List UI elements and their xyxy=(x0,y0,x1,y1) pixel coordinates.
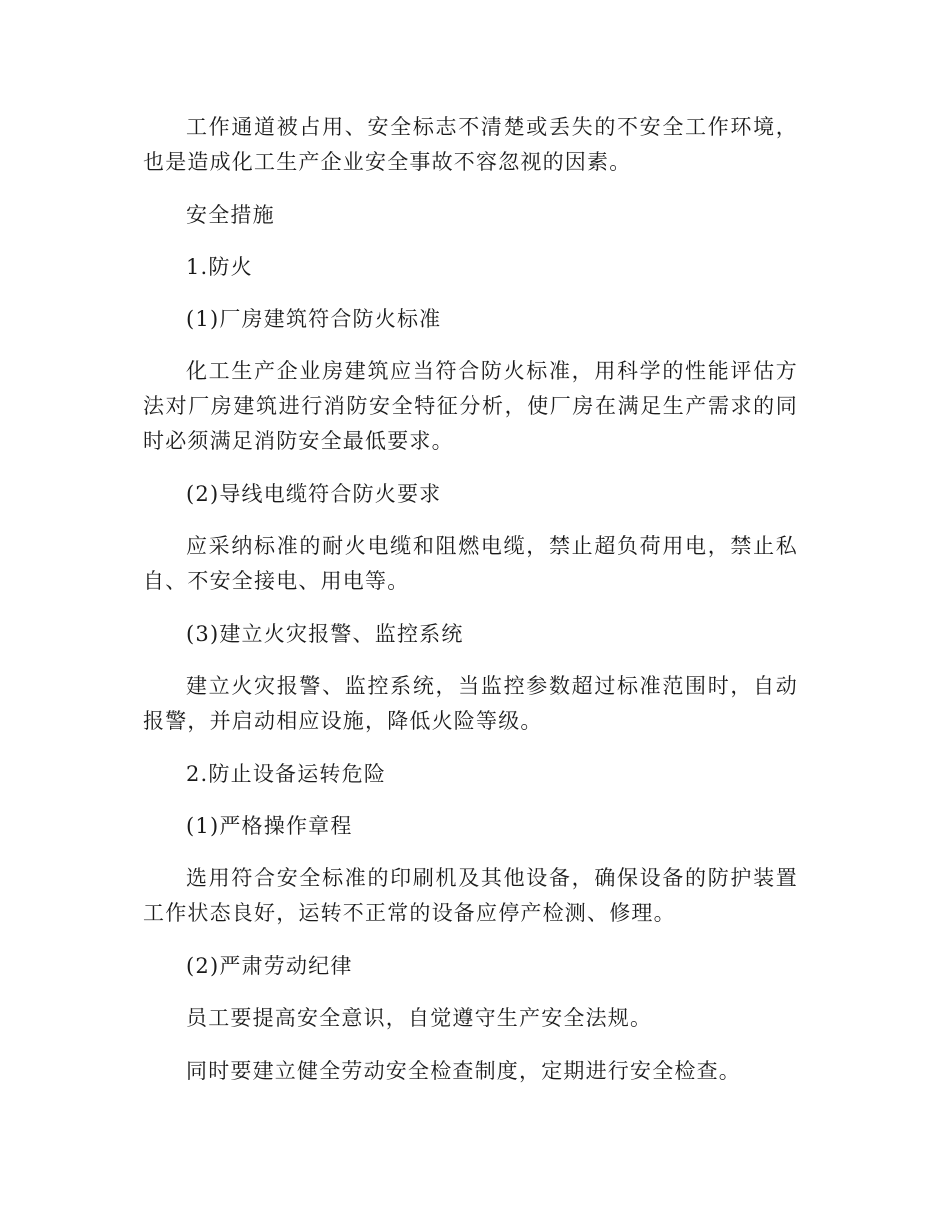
subheading-labor-discipline: (2)严肃劳动纪律 xyxy=(186,954,353,978)
paragraph-alarm-system: 建立火灾报警、监控系统，当监控参数超过标准范围时，自动报警，并启动相应设施，降低火险等级。 xyxy=(143,674,798,733)
section-heading-safety-measures: 安全措施 xyxy=(186,203,275,227)
paragraph-building-standard: 化工生产企业房建筑应当符合防火标准，用科学的性能评估方法对厂房建筑进行消防安全特征分析，使厂房在满足生产需求的同时必须满足消防安全最低要求。 xyxy=(143,359,798,453)
paragraph-labor-discipline: 员工要提高安全意识，自觉遵守生产安全法规。 xyxy=(186,1006,653,1030)
paragraph-cable-requirements: 应采纳标准的耐火电缆和阻燃电缆，禁止超负荷用电，禁止私自、不安全接电、用电等。 xyxy=(143,534,798,593)
heading-fire-prevention: 1.防火 xyxy=(186,255,253,279)
paragraph-operating-rules: 选用符合安全标准的印刷机及其他设备，确保设备的防护装置工作状态良好，运转不正常的设备应停产检测、修理。 xyxy=(143,866,798,925)
paragraph-inspection-system: 同时要建立健全劳动安全检查制度，定期进行安全检查。 xyxy=(186,1059,741,1083)
document-body xyxy=(143,110,798,1107)
subheading-alarm-system: (3)建立火灾报警、监控系统 xyxy=(186,622,464,646)
paragraph-intro: 工作通道被占用、安全标志不清楚或丢失的不安全工作环境，也是造成化工生产企业安全事故不容忽视的因素。 xyxy=(143,115,798,174)
heading-equipment-hazard: 2.防止设备运转危险 xyxy=(186,762,387,786)
subheading-cable-requirements: (2)导线电缆符合防火要求 xyxy=(186,482,442,506)
subheading-operating-rules: (1)严格操作章程 xyxy=(186,814,353,838)
subheading-building-standard: (1)厂房建筑符合防火标准 xyxy=(186,307,442,331)
